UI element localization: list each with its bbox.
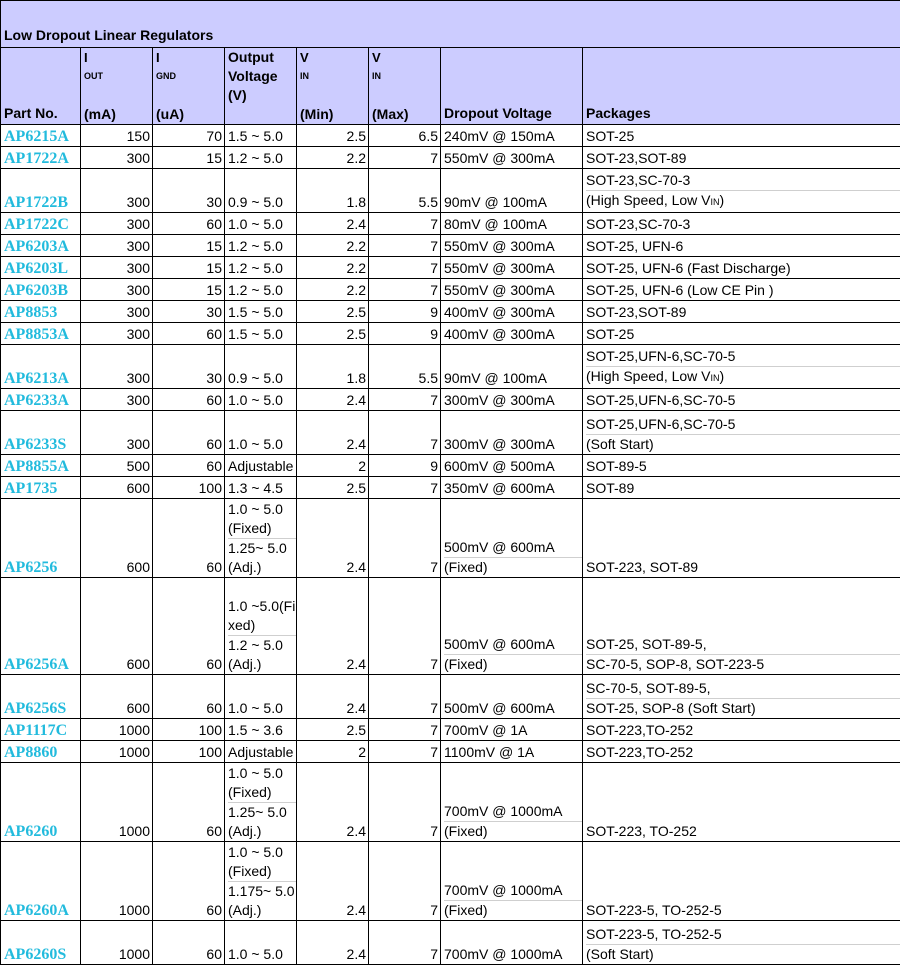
cell-ignd: 60 xyxy=(153,842,225,921)
dropout-line: (Fixed) xyxy=(444,901,582,920)
packages-line: SOT-25, UFN-6 xyxy=(586,237,900,256)
dropout-line: 90mV @ 100mA xyxy=(444,193,582,212)
dropout-line: 300mV @ 300mA xyxy=(444,391,582,410)
table-row xyxy=(1,257,900,279)
part-number-link[interactable]: AP6260 xyxy=(1,763,81,842)
table-row xyxy=(1,763,900,842)
output-voltage-line: 1.5 ~ 3.6 xyxy=(228,721,296,740)
cell-dropout-voltage xyxy=(441,455,583,477)
output-voltage-line: 1.0 ~ 5.0(Fixed) xyxy=(228,764,296,803)
cell-packages xyxy=(583,719,900,741)
dropout-line: (Fixed) xyxy=(444,822,582,841)
table-row xyxy=(1,125,900,147)
output-voltage-line: 1.0 ~ 5.0 xyxy=(228,391,296,410)
packages-line: SOT-23,SC-70-3 xyxy=(586,215,900,234)
cell-iout: 300 xyxy=(81,411,153,455)
cell-dropout-voltage xyxy=(441,235,583,257)
cell-dropout-voltage xyxy=(441,578,583,675)
packages-line: (Soft Start) xyxy=(586,945,900,964)
cell-dropout-voltage xyxy=(441,125,583,147)
cell-output-voltage xyxy=(225,675,297,719)
cell-vin-min: 1.8 xyxy=(297,169,369,213)
cell-vin-max: 7 xyxy=(369,499,441,578)
cell-vin-min: 2.2 xyxy=(297,257,369,279)
table-row xyxy=(1,389,900,411)
cell-packages xyxy=(583,323,900,345)
part-number-link[interactable]: AP6256 xyxy=(1,499,81,578)
part-number-link[interactable]: AP6233S xyxy=(1,411,81,455)
cell-output-voltage xyxy=(225,921,297,965)
packages-line: SOT-223,TO-252 xyxy=(586,743,900,762)
part-number-link[interactable]: AP1722C xyxy=(1,213,81,235)
packages-line: SOT-89 xyxy=(586,479,900,498)
cell-iout: 300 xyxy=(81,301,153,323)
cell-output-voltage xyxy=(225,125,297,147)
cell-output-voltage xyxy=(225,411,297,455)
cell-iout: 1000 xyxy=(81,763,153,842)
cell-packages xyxy=(583,345,900,389)
dropout-line: (Fixed) xyxy=(444,655,582,674)
cell-vin-min: 2.4 xyxy=(297,842,369,921)
dropout-line: 550mV @ 300mA xyxy=(444,259,582,278)
cell-vin-min: 2.5 xyxy=(297,477,369,499)
header-dropout-voltage: Dropout Voltage xyxy=(441,48,583,125)
cell-packages xyxy=(583,411,900,455)
cell-vin-max: 7 xyxy=(369,477,441,499)
part-number-link[interactable]: AP8860 xyxy=(1,741,81,763)
cell-dropout-voltage xyxy=(441,147,583,169)
cell-iout: 500 xyxy=(81,455,153,477)
cell-dropout-voltage xyxy=(441,411,583,455)
cell-vin-max: 6.5 xyxy=(369,125,441,147)
cell-iout: 300 xyxy=(81,345,153,389)
cell-vin-min: 2.5 xyxy=(297,719,369,741)
table-row xyxy=(1,411,900,455)
cell-vin-min: 2.5 xyxy=(297,301,369,323)
cell-packages xyxy=(583,477,900,499)
cell-ignd: 60 xyxy=(153,763,225,842)
cell-packages xyxy=(583,213,900,235)
cell-vin-max: 7 xyxy=(369,578,441,675)
dropout-line: 700mV @ 1A xyxy=(444,721,582,740)
cell-vin-min: 2 xyxy=(297,741,369,763)
cell-output-voltage xyxy=(225,763,297,842)
packages-line: SOT-25 xyxy=(586,127,900,146)
cell-vin-max: 5.5 xyxy=(369,345,441,389)
title-row xyxy=(1,1,900,48)
output-voltage-line: 1.0 ~ 5.0 xyxy=(228,435,296,454)
output-voltage-line: 1.175~ 5.0(Adj.) xyxy=(228,882,296,920)
cell-dropout-voltage xyxy=(441,842,583,921)
output-voltage-line: 1.25~ 5.0(Adj.) xyxy=(228,803,296,841)
cell-packages xyxy=(583,279,900,301)
dropout-line: 80mV @ 100mA xyxy=(444,215,582,234)
cell-output-voltage xyxy=(225,213,297,235)
cell-vin-min: 2.4 xyxy=(297,763,369,842)
cell-vin-max: 7 xyxy=(369,763,441,842)
packages-line: SC-70-5, SOT-89-5, xyxy=(586,679,900,699)
packages-line: SOT-25,UFN-6,SC-70-5 xyxy=(586,347,900,367)
dropout-line: 550mV @ 300mA xyxy=(444,237,582,256)
cell-dropout-voltage xyxy=(441,389,583,411)
cell-vin-max: 7 xyxy=(369,147,441,169)
cell-output-voltage xyxy=(225,301,297,323)
cell-vin-min: 2.4 xyxy=(297,578,369,675)
packages-line: (High Speed, Low VIN) xyxy=(586,191,900,212)
table-row xyxy=(1,213,900,235)
cell-vin-min: 2.4 xyxy=(297,213,369,235)
packages-line: SOT-223-5, TO-252-5 xyxy=(586,901,900,920)
cell-vin-min: 2.2 xyxy=(297,235,369,257)
cell-dropout-voltage xyxy=(441,345,583,389)
cell-ignd: 15 xyxy=(153,235,225,257)
cell-vin-max: 9 xyxy=(369,455,441,477)
part-number-link[interactable]: AP6203A xyxy=(1,235,81,257)
dropout-line: 400mV @ 300mA xyxy=(444,303,582,322)
cell-vin-max: 7 xyxy=(369,213,441,235)
part-number-link[interactable]: AP6203B xyxy=(1,279,81,301)
cell-output-voltage xyxy=(225,389,297,411)
packages-line: SOT-25, SOT-89-5, xyxy=(586,635,900,655)
table-row xyxy=(1,741,900,763)
cell-ignd: 15 xyxy=(153,257,225,279)
output-voltage-line: 1.3 ~ 4.5 xyxy=(228,479,296,498)
output-voltage-line: 1.5 ~ 5.0 xyxy=(228,303,296,322)
output-voltage-line: 1.25~ 5.0(Adj.) xyxy=(228,539,296,577)
output-voltage-line: 1.2 ~ 5.0 xyxy=(228,259,296,278)
cell-output-voltage xyxy=(225,345,297,389)
dropout-line: 700mV @ 1000mA xyxy=(444,945,582,964)
cell-ignd: 60 xyxy=(153,499,225,578)
cell-dropout-voltage xyxy=(441,719,583,741)
dropout-line: 350mV @ 600mA xyxy=(444,479,582,498)
cell-iout: 600 xyxy=(81,477,153,499)
cell-vin-min: 2.5 xyxy=(297,125,369,147)
packages-line: SOT-223,TO-252 xyxy=(586,721,900,740)
cell-ignd: 60 xyxy=(153,578,225,675)
cell-vin-max: 7 xyxy=(369,279,441,301)
cell-packages xyxy=(583,741,900,763)
part-number-link[interactable]: AP1722B xyxy=(1,169,81,213)
cell-iout: 1000 xyxy=(81,719,153,741)
cell-ignd: 30 xyxy=(153,301,225,323)
cell-iout: 1000 xyxy=(81,741,153,763)
cell-iout: 300 xyxy=(81,169,153,213)
cell-vin-min: 2.2 xyxy=(297,147,369,169)
dropout-line: 700mV @ 1000mA xyxy=(444,881,582,901)
cell-packages xyxy=(583,125,900,147)
cell-ignd: 100 xyxy=(153,719,225,741)
cell-ignd: 60 xyxy=(153,921,225,965)
packages-line: SOT-25 xyxy=(586,325,900,344)
packages-line: SOT-25, UFN-6 (Low CE Pin ) xyxy=(586,281,900,300)
cell-packages xyxy=(583,455,900,477)
cell-output-voltage xyxy=(225,719,297,741)
cell-vin-max: 5.5 xyxy=(369,169,441,213)
cell-ignd: 100 xyxy=(153,741,225,763)
cell-dropout-voltage xyxy=(441,477,583,499)
cell-packages xyxy=(583,389,900,411)
table-row xyxy=(1,921,900,965)
cell-vin-max: 7 xyxy=(369,719,441,741)
cell-dropout-voltage xyxy=(441,763,583,842)
cell-ignd: 15 xyxy=(153,279,225,301)
cell-packages xyxy=(583,257,900,279)
cell-output-voltage xyxy=(225,169,297,213)
dropout-line: 300mV @ 300mA xyxy=(444,435,582,454)
dropout-line: 500mV @ 600mA xyxy=(444,635,582,655)
output-voltage-line: 1.0 ~ 5.0(Fixed) xyxy=(228,843,296,882)
cell-iout: 600 xyxy=(81,499,153,578)
cell-output-voltage xyxy=(225,455,297,477)
cell-output-voltage xyxy=(225,235,297,257)
table-row xyxy=(1,345,900,389)
dropout-line: 1100mV @ 1A xyxy=(444,743,582,762)
cell-output-voltage xyxy=(225,477,297,499)
cell-vin-max: 7 xyxy=(369,411,441,455)
cell-output-voltage xyxy=(225,842,297,921)
cell-iout: 300 xyxy=(81,213,153,235)
cell-ignd: 60 xyxy=(153,455,225,477)
cell-iout: 300 xyxy=(81,147,153,169)
dropout-line: 550mV @ 300mA xyxy=(444,149,582,168)
header-output-voltage: Output Voltage (V) xyxy=(225,48,297,125)
part-number-link[interactable]: AP6233A xyxy=(1,389,81,411)
cell-packages xyxy=(583,921,900,965)
cell-iout: 600 xyxy=(81,675,153,719)
output-voltage-line: Adjustable xyxy=(228,457,296,476)
packages-line: SOT-223, TO-252 xyxy=(586,822,900,841)
table-row xyxy=(1,147,900,169)
table-row xyxy=(1,301,900,323)
cell-ignd: 60 xyxy=(153,323,225,345)
cell-packages xyxy=(583,169,900,213)
table-row xyxy=(1,323,900,345)
cell-dropout-voltage xyxy=(441,499,583,578)
cell-packages xyxy=(583,147,900,169)
packages-line: SC-70-5, SOP-8, SOT-223-5 xyxy=(586,655,900,674)
cell-packages xyxy=(583,842,900,921)
packages-line: (High Speed, Low VIN) xyxy=(586,367,900,388)
packages-line: SOT-23,SC-70-3 xyxy=(586,171,900,191)
cell-vin-min: 2.2 xyxy=(297,279,369,301)
cell-output-voltage xyxy=(225,741,297,763)
output-voltage-line: 1.0 ~ 5.0 xyxy=(228,699,296,718)
cell-vin-min: 1.8 xyxy=(297,345,369,389)
output-voltage-line: 1.2 ~ 5.0 xyxy=(228,281,296,300)
part-number-link[interactable]: AP6213A xyxy=(1,345,81,389)
header-part-no: Part No. xyxy=(1,48,81,125)
table-row xyxy=(1,842,900,921)
packages-line: SOT-25, UFN-6 (Fast Discharge) xyxy=(586,259,900,278)
cell-vin-max: 7 xyxy=(369,257,441,279)
cell-vin-min: 2.4 xyxy=(297,921,369,965)
output-voltage-line: 1.5 ~ 5.0 xyxy=(228,325,296,344)
cell-packages xyxy=(583,675,900,719)
cell-iout: 300 xyxy=(81,279,153,301)
cell-vin-min: 2.5 xyxy=(297,323,369,345)
packages-line: SOT-23,SOT-89 xyxy=(586,303,900,322)
packages-line: SOT-25, SOP-8 (Soft Start) xyxy=(586,699,900,718)
dropout-line: 90mV @ 100mA xyxy=(444,369,582,388)
part-number-link[interactable]: AP1735 xyxy=(1,477,81,499)
cell-ignd: 70 xyxy=(153,125,225,147)
cell-dropout-voltage xyxy=(441,323,583,345)
cell-iout: 300 xyxy=(81,389,153,411)
cell-vin-max: 7 xyxy=(369,389,441,411)
cell-vin-max: 9 xyxy=(369,301,441,323)
cell-vin-max: 7 xyxy=(369,675,441,719)
packages-line: (Soft Start) xyxy=(586,435,900,454)
table-row xyxy=(1,719,900,741)
cell-ignd: 60 xyxy=(153,675,225,719)
part-number-link[interactable]: AP6256A xyxy=(1,578,81,675)
table-row xyxy=(1,675,900,719)
cell-ignd: 60 xyxy=(153,213,225,235)
table-row xyxy=(1,169,900,213)
part-number-link[interactable]: AP6203L xyxy=(1,257,81,279)
header-iout: I OUT (mA) xyxy=(81,48,153,125)
cell-vin-min: 2.4 xyxy=(297,411,369,455)
cell-dropout-voltage xyxy=(441,213,583,235)
part-number-link[interactable]: AP6215A xyxy=(1,125,81,147)
cell-ignd: 30 xyxy=(153,169,225,213)
cell-vin-max: 7 xyxy=(369,842,441,921)
cell-output-voltage xyxy=(225,147,297,169)
part-number-link[interactable]: AP6260S xyxy=(1,921,81,965)
cell-packages xyxy=(583,499,900,578)
part-number-link[interactable]: AP8855A xyxy=(1,455,81,477)
output-voltage-line: 1.5 ~ 5.0 xyxy=(228,127,296,146)
cell-iout: 150 xyxy=(81,125,153,147)
cell-vin-max: 7 xyxy=(369,741,441,763)
cell-iout: 1000 xyxy=(81,842,153,921)
cell-iout: 300 xyxy=(81,323,153,345)
cell-dropout-voltage xyxy=(441,257,583,279)
dropout-line: 550mV @ 300mA xyxy=(444,281,582,300)
part-number-link[interactable]: AP8853 xyxy=(1,301,81,323)
header-packages: Packages xyxy=(583,48,900,125)
cell-iout: 1000 xyxy=(81,921,153,965)
output-voltage-line: 1.0 ~ 5.0 xyxy=(228,945,296,964)
cell-dropout-voltage xyxy=(441,301,583,323)
cell-vin-min: 2.4 xyxy=(297,675,369,719)
cell-ignd: 60 xyxy=(153,389,225,411)
table-row xyxy=(1,235,900,257)
cell-iout: 300 xyxy=(81,235,153,257)
cell-dropout-voltage xyxy=(441,169,583,213)
cell-iout: 600 xyxy=(81,578,153,675)
dropout-line: 400mV @ 300mA xyxy=(444,325,582,344)
cell-output-voltage xyxy=(225,499,297,578)
cell-vin-max: 9 xyxy=(369,323,441,345)
part-number-link[interactable]: AP1117C xyxy=(1,719,81,741)
output-voltage-line: Adjustable xyxy=(228,743,296,762)
header-vin-min: V IN (Min) xyxy=(297,48,369,125)
table-title: Low Dropout Linear Regulators xyxy=(1,1,900,48)
dropout-line: 240mV @ 150mA xyxy=(444,127,582,146)
output-voltage-line: 1.0 ~5.0(Fixed) xyxy=(228,597,296,636)
cell-packages xyxy=(583,235,900,257)
table-row xyxy=(1,578,900,675)
cell-vin-min: 2 xyxy=(297,455,369,477)
table-row xyxy=(1,455,900,477)
output-voltage-line: 1.2 ~ 5.0 xyxy=(228,237,296,256)
table-row xyxy=(1,499,900,578)
header-ignd: I GND (uA) xyxy=(153,48,225,125)
part-number-link[interactable]: AP6260A xyxy=(1,842,81,921)
cell-ignd: 15 xyxy=(153,147,225,169)
output-voltage-line: 0.9 ~ 5.0 xyxy=(228,193,296,212)
cell-ignd: 30 xyxy=(153,345,225,389)
cell-output-voltage xyxy=(225,323,297,345)
cell-output-voltage xyxy=(225,257,297,279)
cell-ignd: 100 xyxy=(153,477,225,499)
cell-vin-max: 7 xyxy=(369,921,441,965)
cell-output-voltage xyxy=(225,578,297,675)
header-row xyxy=(1,48,900,125)
cell-packages xyxy=(583,763,900,842)
part-number-link[interactable]: AP8853A xyxy=(1,323,81,345)
cell-packages xyxy=(583,578,900,675)
dropout-line: 500mV @ 600mA xyxy=(444,699,582,718)
cell-dropout-voltage xyxy=(441,921,583,965)
cell-vin-max: 7 xyxy=(369,235,441,257)
output-voltage-line: 1.2 ~ 5.0 xyxy=(228,149,296,168)
packages-line: SOT-223, SOT-89 xyxy=(586,558,900,577)
table-row xyxy=(1,477,900,499)
dropout-line: (Fixed) xyxy=(444,558,582,577)
output-voltage-line: 1.0 ~ 5.0(Fixed) xyxy=(228,500,296,539)
cell-iout: 300 xyxy=(81,257,153,279)
cell-ignd: 60 xyxy=(153,411,225,455)
dropout-line: 500mV @ 600mA xyxy=(444,538,582,558)
packages-line: SOT-25,UFN-6,SC-70-5 xyxy=(586,415,900,435)
packages-line: SOT-25,UFN-6,SC-70-5 xyxy=(586,391,900,410)
cell-vin-min: 2.4 xyxy=(297,389,369,411)
output-voltage-line: 1.2 ~ 5.0(Adj.) xyxy=(228,636,296,674)
dropout-line: 700mV @ 1000mA xyxy=(444,802,582,822)
part-number-link[interactable]: AP6256S xyxy=(1,675,81,719)
cell-dropout-voltage xyxy=(441,741,583,763)
packages-line: SOT-223-5, TO-252-5 xyxy=(586,925,900,945)
table-row xyxy=(1,279,900,301)
cell-packages xyxy=(583,301,900,323)
output-voltage-line: 1.0 ~ 5.0 xyxy=(228,215,296,234)
cell-dropout-voltage xyxy=(441,279,583,301)
packages-line: SOT-89-5 xyxy=(586,457,900,476)
packages-line: SOT-23,SOT-89 xyxy=(586,149,900,168)
cell-vin-min: 2.4 xyxy=(297,499,369,578)
dropout-line: 600mV @ 500mA xyxy=(444,457,582,476)
output-voltage-line: 0.9 ~ 5.0 xyxy=(228,369,296,388)
part-number-link[interactable]: AP1722A xyxy=(1,147,81,169)
header-vin-max: V IN (Max) xyxy=(369,48,441,125)
cell-output-voltage xyxy=(225,279,297,301)
cell-dropout-voltage xyxy=(441,675,583,719)
